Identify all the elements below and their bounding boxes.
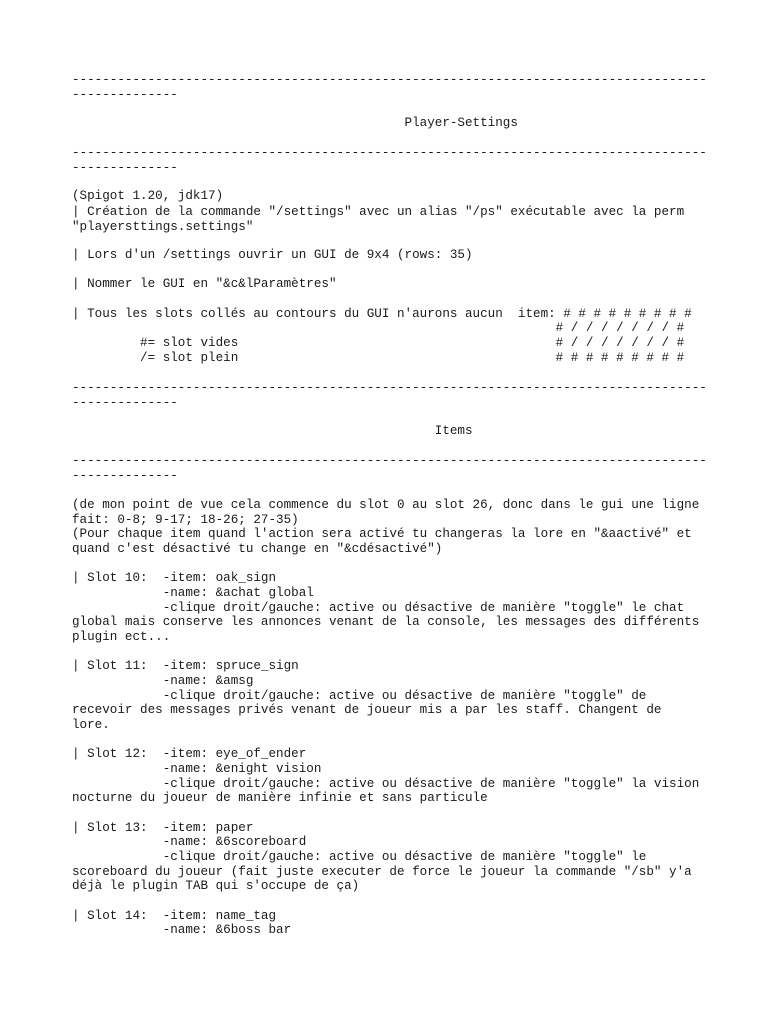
text-line: | Nommer le GUI en "&c&lParamètres" — [72, 277, 337, 291]
gui-grid-row: # / / / / / / / # — [72, 321, 685, 335]
text-line: quand c'est désactivé tu change en "&cdésactivé") — [72, 542, 443, 556]
slot-entry-line: -clique droit/gauche: active ou désactive de manière "toggle" le chat — [72, 601, 685, 615]
separator-line: ------------------------------------------------------------------------------------ — [72, 454, 707, 468]
slot-entry-line: -clique droit/gauche: active ou désactive de manière "toggle" la vision — [72, 777, 700, 791]
text-line: | Création de la commande "/settings" avec un alias "/ps" exécutable avec la perm — [72, 205, 685, 219]
section-title-player-settings: Player-Settings — [72, 116, 518, 130]
slot-entry-line: -name: &amsg — [72, 674, 254, 688]
slot-entry-line: -clique droit/gauche: active ou désactive de manière "toggle" le — [72, 850, 647, 864]
slot-entry-line: -clique droit/gauche: active ou désactive de manière "toggle" de — [72, 689, 647, 703]
text-line: (de mon point de vue cela commence du slot 0 au slot 26, donc dans le gui une ligne — [72, 498, 700, 512]
gui-grid-row: /= slot plein # # # # # # # # # — [72, 351, 685, 365]
text-line: | Lors d'un /settings ouvrir un GUI de 9x4 (rows: 35) — [72, 248, 473, 262]
slot-entry-line: -name: &enight vision — [72, 762, 322, 776]
slot-entry-line: | Slot 14: -item: name_tag — [72, 909, 277, 923]
separator-line: -------------- — [72, 88, 178, 102]
slot-entry-line: déjà le plugin TAB qui s'occupe de ça) — [72, 879, 360, 893]
slot-entry-line: -name: &6boss bar — [72, 923, 292, 937]
slot-entry-line: -name: &achat global — [72, 586, 314, 600]
slot-entry-line: plugin ect... — [72, 630, 171, 644]
slot-entry-line: | Slot 13: -item: paper — [72, 821, 254, 835]
slot-entry-line: | Slot 12: -item: eye_of_ender — [72, 747, 307, 761]
text-line: (Spigot 1.20, jdk17) — [72, 189, 224, 203]
separator-line: ------------------------------------------------------------------------------------ — [72, 73, 707, 87]
text-line: fait: 0-8; 9-17; 18-26; 27-35) — [72, 513, 299, 527]
separator-line: ------------------------------------------------------------------------------------ — [72, 146, 707, 160]
slot-entry-line: global mais conserve les annonces venant de la console, les messages des différents — [72, 615, 700, 629]
text-line: "playersttings.settings" — [72, 220, 254, 234]
slot-entry-line: -name: &6scoreboard — [72, 835, 307, 849]
separator-line: -------------- — [72, 396, 178, 410]
slot-entry-line: scoreboard du joueur (fait juste executer de force le joueur la commande "/sb" y'a — [72, 865, 692, 879]
text-line: | Tous les slots collés au contours du GUI n'aurons aucun item: # # # # # # # # # — [72, 307, 692, 321]
separator-line: -------------- — [72, 469, 178, 483]
separator-line: ------------------------------------------------------------------------------------ — [72, 381, 707, 395]
slot-entry-line: lore. — [72, 718, 110, 732]
text-line: (Pour chaque item quand l'action sera activé tu changeras la lore en "&aactivé" et — [72, 527, 692, 541]
slot-entry-line: recevoir des messages privés venant de joueur mis a par les staff. Changent de — [72, 703, 662, 717]
gui-grid-row: #= slot vides # / / / / / / / # — [72, 336, 685, 350]
slot-entry-line: | Slot 11: -item: spruce_sign — [72, 659, 299, 673]
slot-entry-line: | Slot 10: -item: oak_sign — [72, 571, 277, 585]
section-title-items: Items — [72, 424, 473, 438]
slot-entry-line: nocturne du joueur de manière infinie et sans particule — [72, 791, 488, 805]
separator-line: -------------- — [72, 161, 178, 175]
